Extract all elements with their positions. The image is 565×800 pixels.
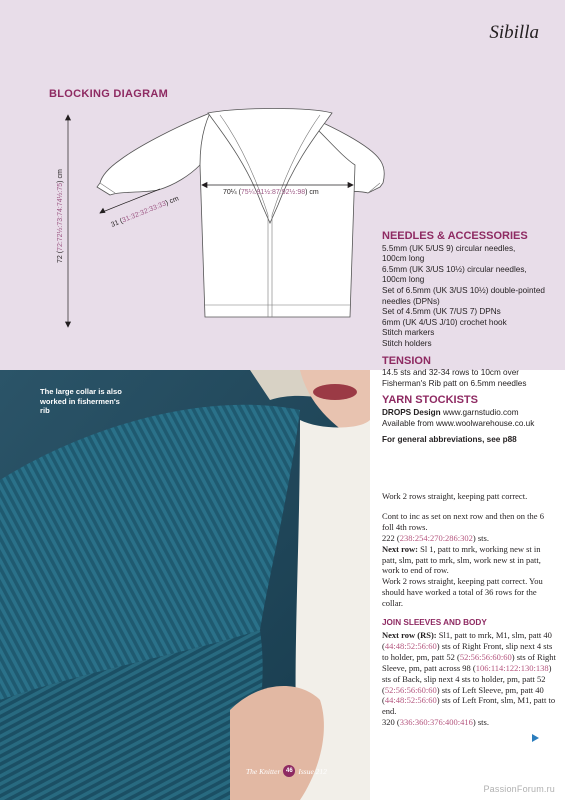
tension-line: 14.5 sts and 32-34 rows to 10cm over — [382, 368, 519, 378]
tension-line: Fisherman's Rib patt on 6.5mm needles — [382, 378, 527, 388]
chest-measurement: 70¼ (75¼:81½:87:92½:98) cm — [223, 189, 319, 196]
issue-number: Issue 212 — [298, 766, 327, 776]
instruction-paragraph: Cont to inc as set on next row and then on the 6 foll 4th rows. 222 (238:254:270:286:302) sts. Next row: Sl 1, patt to mrk, working new st in patt, slm, patt to mrk, slm, work new st in patt, work to end of row. Work 2 rows straight, keeping patt correct. You should have worked a total of 36 rows for the collar. — [382, 510, 544, 609]
needles-item: 5.5mm (UK 5/US 9) circular needles, — [382, 243, 516, 253]
needles-item: 100cm long — [382, 275, 425, 285]
length-measurement: 72 (72:72½:73:74:74½:75) cm — [57, 169, 64, 263]
continue-arrow-icon — [532, 734, 539, 742]
watermark: PassionForum.ru — [483, 784, 555, 794]
yarn-available: Available from www.woolwarehouse.co.uk — [382, 418, 535, 428]
magazine-name: The Knitter — [246, 766, 281, 776]
blocking-diagram-heading: BLOCKING DIAGRAM — [49, 88, 169, 100]
hem-measurement: 31 (31:32:32:33:33) cm — [110, 195, 180, 229]
needles-item: 6.5mm (UK 3/US 10½) circular needles, — [382, 264, 527, 274]
photo-illustration — [0, 370, 370, 800]
pattern-instructions — [382, 491, 557, 728]
blocking-diagram — [40, 95, 385, 335]
photo-caption: The large collar is also worked in fishermen's rib — [40, 387, 122, 415]
needles-item: Set of 6.5mm (UK 3/US 10½) double-pointed — [382, 285, 545, 295]
needles-item: needles (DPNs) — [382, 296, 440, 306]
yarn-brand-url: www.garnstudio.com — [440, 407, 519, 417]
needles-heading: NEEDLES & ACCESSORIES — [382, 230, 528, 242]
pattern-title: Sibilla — [489, 22, 539, 43]
needles-item: Set of 4.5mm (UK 7/US 7) DPNs — [382, 307, 501, 317]
cardigan-photo — [0, 370, 370, 800]
yarn-brand: DROPS Design — [382, 407, 441, 417]
tension-heading: TENSION — [382, 354, 431, 367]
left-sleeve-outline — [97, 113, 210, 195]
needles-item: 6mm (UK 4/US J/10) crochet hook — [382, 317, 507, 327]
yarn-stockists-heading: YARN STOCKISTS — [382, 394, 478, 407]
needles-item: Stitch markers — [382, 328, 435, 338]
needles-item: Stitch holders — [382, 338, 432, 348]
yarn-brand-line — [382, 408, 562, 419]
page-number: 46 — [283, 765, 295, 777]
needles-item: 100cm long — [382, 254, 425, 264]
sidebar-info — [382, 231, 562, 446]
join-sleeves-heading: JOIN SLEEVES AND BODY — [382, 618, 487, 628]
needles-list — [382, 244, 562, 350]
instruction-paragraph: Work 2 rows straight, keeping patt correct. — [382, 491, 528, 501]
abbreviations-note: For general abbreviations, see p88 — [382, 435, 517, 445]
join-instructions: Next row (RS): Sl1, patt to mrk, M1, slm, patt 40 (44:48:52:56:60) sts of Right Front, slip next 4 sts to holder, pm, patt 52 (52:56:56:60:60) sts of Right Sleeve, pm, patt across 98 (106:114:122:130:138) sts of Back, slip next 4 sts to holder, pm, patt 52 (52:56:56:60:60) sts of Left Sleeve, pm, patt 40 (44:48:52:56:60) sts of Left Front, slm, M1, patt to end. 320 (336:360:376:400:416) sts. — [382, 629, 556, 728]
page-folio — [246, 765, 327, 777]
